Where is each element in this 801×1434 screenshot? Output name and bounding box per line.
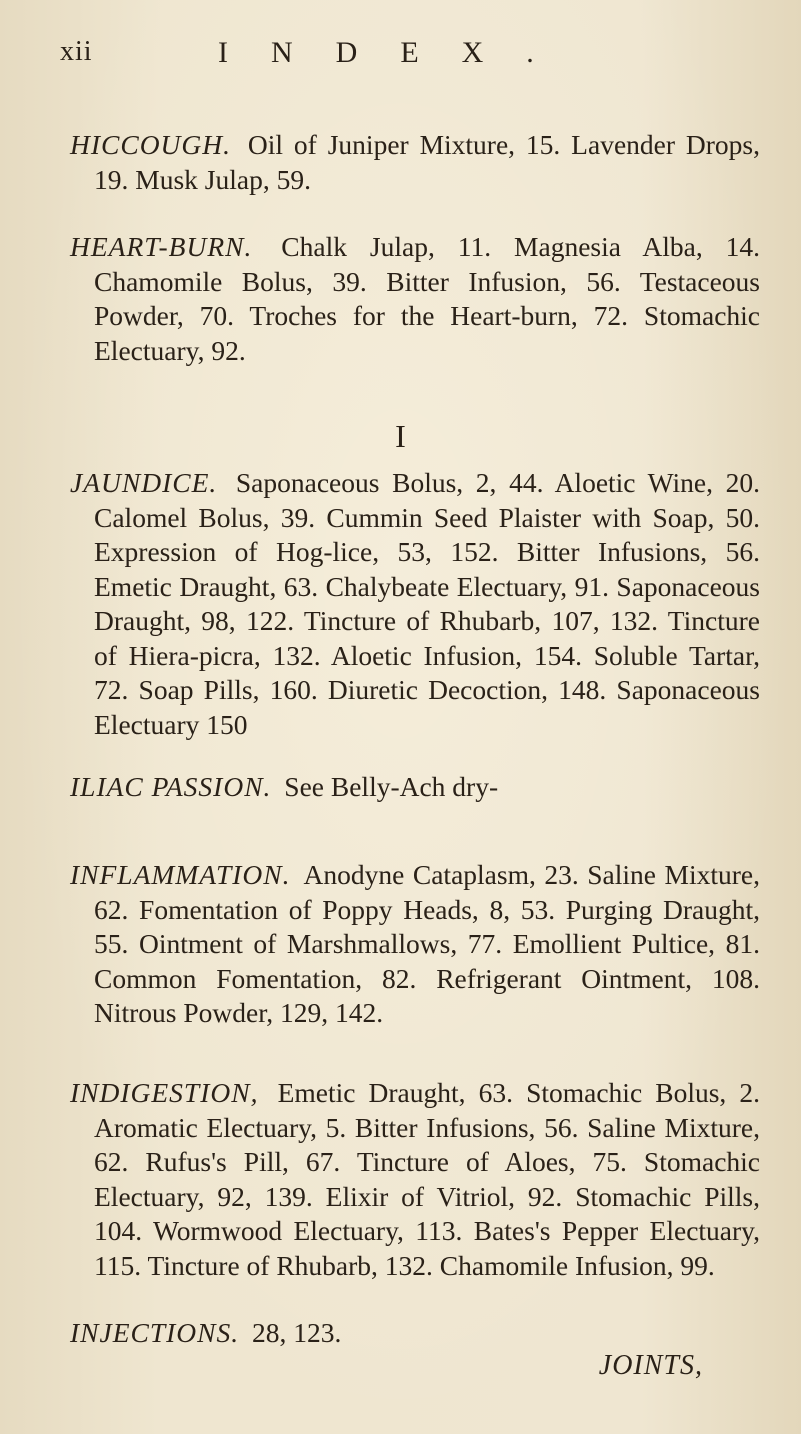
index-entry-text: Chalk Julap, 11. Magnesia Alba, 14. Chamomile Bolus, 39. Bitter Infusion, 56. Testaceous Powder, 70. Troches for the Heart-burn, 72. Stomachic Electuary, 92. [94, 231, 760, 366]
page-number: xii [60, 36, 93, 67]
index-entry-indigestion [70, 1076, 760, 1283]
index-entry-hiccough [70, 128, 760, 197]
running-head-title: INDEX. [218, 36, 577, 69]
index-entry-text: Anodyne Cataplasm, 23. Saline Mixture, 62. Fomentation of Poppy Heads, 8, 53. Purging Draught, 55. Ointment of Marshmallows, 77. Emollient Pultice, 81. Common Fomentation, 82. Refrigerant Ointment, 108. Nitrous Powder, 129, 142. [94, 859, 760, 1028]
index-entry-iliac-passion [70, 770, 760, 805]
index-entry-inflammation [70, 858, 760, 1031]
index-entry-injections [70, 1316, 760, 1351]
index-term: HEART-BURN. [70, 231, 253, 262]
index-entry-text: Oil of Juniper Mixture, 15. Lavender Drops, 19. Musk Julap, 59. [94, 129, 760, 195]
index-entry-text: 28, 123. [252, 1317, 342, 1348]
index-entry-text: Emetic Draught, 63. Stomachic Bolus, 2. Aromatic Electuary, 5. Bitter Infusions, 56. Saline Mixture, 62. Rufus's Pill, 67. Tincture of Aloes, 75. Stomachic Electuary, 92, 139. Elixir of Vitriol, 92. Stomachic Pills, 104. Wormwood Electuary, 113. Bates's Pepper Electuary, 115. Tincture of Rhubarb, 132. Chamomile Infusion, 99. [94, 1077, 761, 1281]
index-term: HICCOUGH. [70, 129, 232, 160]
running-head [60, 36, 760, 76]
index-term: INFLAMMATION. [70, 859, 291, 890]
index-term: ILIAC PASSION. [70, 771, 272, 802]
catchword: JOINTS, [598, 1350, 703, 1381]
index-term: INDIGESTION, [70, 1077, 259, 1108]
index-term: INJECTIONS. [70, 1317, 240, 1348]
index-term: JAUNDICE. [70, 467, 218, 498]
index-entry-text: Saponaceous Bolus, 2, 44. Aloetic Wine, 20. Calomel Bolus, 39. Cummin Seed Plaister with Soap, 50. Expression of Hog-lice, 53, 152. Bitter Infusions, 56. Emetic Draught, 63. Chalybeate Electuary, 91. Saponaceous Draught, 98, 122. Tincture of Rhubarb, 107, 132. Tincture of Hiera-picra, 132. Aloetic Infusion, 154. Soluble Tartar, 72. Soap Pills, 160. Diuretic Decoction, 148. Saponaceous Electuary 150 [94, 467, 760, 740]
index-entry-text: See Belly-Ach dry- [284, 771, 499, 802]
index-entry-jaundice [70, 466, 760, 742]
section-letter: I [395, 418, 406, 454]
index-entry-heart-burn [70, 230, 760, 368]
